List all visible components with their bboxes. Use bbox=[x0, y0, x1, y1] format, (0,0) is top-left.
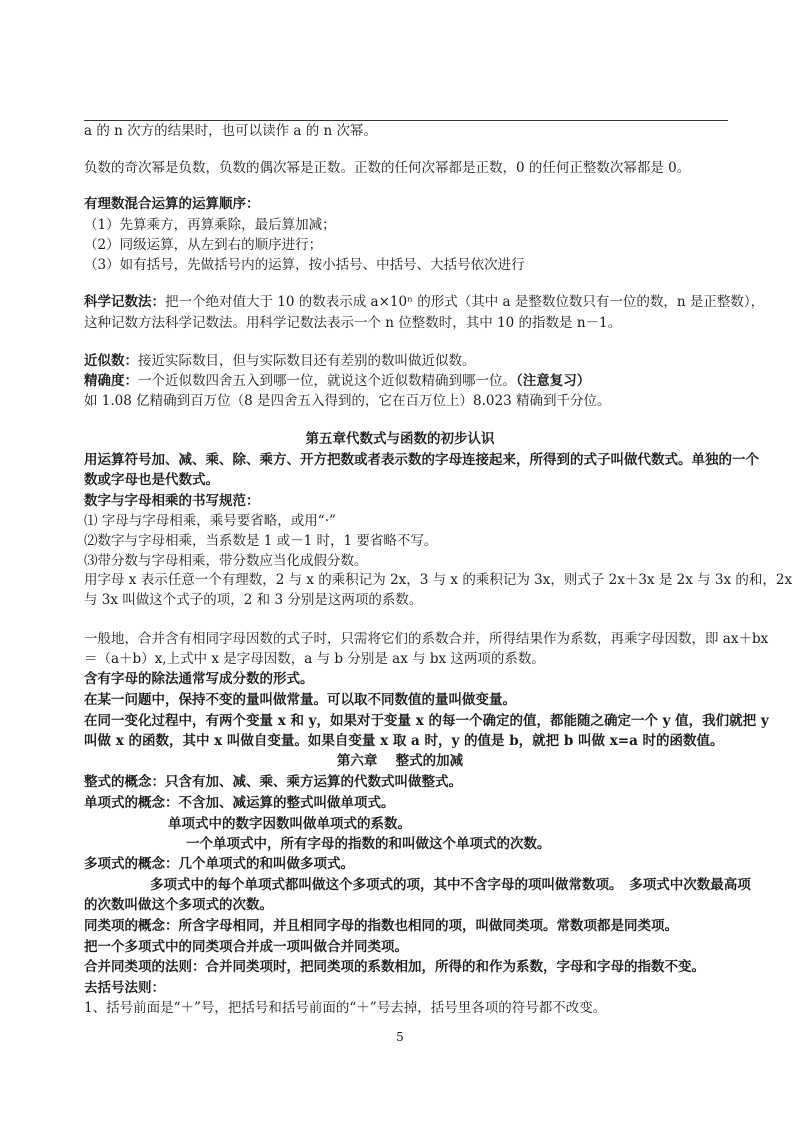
chapter-title: 第五章代数式与函数的初步认识 bbox=[305, 431, 495, 447]
text-line: 数或字母也是代数式。 bbox=[84, 472, 219, 488]
text-line: 在同一变化过程中，有两个变量 x 和 y，如果对于变量 x 的每一个确定的值，都能随之确定一个 y 值，我们就把 y bbox=[84, 713, 769, 729]
text-line: 整式的概念：只含有加、减、乘、乘方运算的代数式叫做整式。 bbox=[84, 774, 462, 790]
text-line: 同类项的概念：所含字母相同，并且相同字母的指数也相同的项，叫做同类项。常数项都是同类项。 bbox=[84, 918, 678, 934]
chapter-title: 第六章 整式的加减 bbox=[336, 753, 464, 769]
term-label: 近似数： bbox=[84, 353, 138, 369]
text-line: 这种记数方法科学记数法。用科学记数法表示一个 n 位整数时，其中 10 的指数是 n－1。 bbox=[84, 315, 622, 331]
text-line: 多项式中的每个单项式都叫做这个多项式的项，其中不含字母的项叫做常数项。 多项式中次数最高项 bbox=[150, 877, 751, 893]
list-item: （2）同级运算，从左到右的顺序进行； bbox=[84, 237, 323, 253]
text-line: 多项式的概念：几个单项式的和叫做多项式。 bbox=[84, 856, 354, 872]
text-line bbox=[84, 352, 476, 370]
text-line: 如 1.08 亿精确到百万位（8 是四舍五入得到的，它在百万位上）8.023 精确到千分位。 bbox=[84, 393, 611, 409]
term-label: 科学记数法： bbox=[84, 294, 165, 310]
section-heading: 去括号法则： bbox=[84, 980, 165, 996]
text-line: 单项式的概念：不含加、减运算的整式叫做单项式。 bbox=[84, 795, 395, 811]
list-item: ⑶带分数与字母相乘，带分数应当化成假分数。 bbox=[84, 553, 368, 569]
text-line: ＝（a＋b）x,上式中 x 是字母因数，a 与 b 分别是 ax 与 bx 这两项的系数。 bbox=[84, 651, 545, 667]
term-label: 精确度： bbox=[84, 373, 138, 389]
text-line: 在某一问题中，保持不变的量叫做常量。可以取不同数值的量叫做变量。 bbox=[84, 692, 516, 708]
section-heading: 数字与字母相乘的书写规范： bbox=[84, 493, 260, 509]
note: （注意复习） bbox=[516, 373, 591, 389]
text-line: 一般地，合并含有相同字母因数的式子时，只需将它们的系数合并，所得结果作为系数，再乘字母因数，即 ax＋bx bbox=[84, 631, 769, 647]
list-item: （1）先算乘方，再算乘除，最后算加减； bbox=[84, 217, 336, 233]
text-line: 一个单项式中，所有字母的指数的和叫做这个单项式的次数。 bbox=[186, 836, 551, 852]
term-definition: 把一个绝对值大于 10 的数表示成 a×10ⁿ 的形式（其中 a 是整数位数只有一位的数，n 是正整数）， bbox=[165, 294, 765, 310]
text-line: 含有字母的除法通常写成分数的形式。 bbox=[84, 671, 314, 687]
text-line: 把一个多项式中的同类项合并成一项叫做合并同类项。 bbox=[84, 939, 408, 955]
text-line: 用运算符号加、减、乘、除、乘方、开方把数或者表示数的字母连接起来，所得到的式子叫做代数式。单独的一个 bbox=[84, 452, 759, 468]
term-definition: 接近实际数目，但与实际数目还有差别的数叫做近似数。 bbox=[138, 353, 476, 369]
list-item: （3）如有括号，先做括号内的运算，按小括号、中括号、大括号依次进行 bbox=[84, 257, 525, 273]
text-line: 的次数叫做这个多项式的次数。 bbox=[84, 897, 273, 913]
list-item: ⑵数字与字母相乘，当系数是 1 或－1 时，1 要省略不写。 bbox=[84, 533, 438, 549]
page-number: 5 bbox=[396, 1030, 404, 1044]
text-line bbox=[84, 372, 590, 390]
text-line: 用字母 x 表示任意一个有理数，2 与 x 的乘积记为 2x，3 与 x 的乘积记为 3x，则式子 2x＋3x 是 2x 与 3x 的和，2x bbox=[84, 572, 793, 588]
section-heading: 有理数混合运算的运算顺序： bbox=[84, 196, 260, 212]
text-line bbox=[84, 293, 764, 311]
text-line: 负数的奇次幂是负数，负数的偶次幂是正数。正数的任何次幂都是正数，0 的任何正整数次幂都是 0。 bbox=[84, 160, 691, 176]
text-line: 与 3x 叫做这个式子的项，2 和 3 分别是这两项的系数。 bbox=[84, 592, 423, 608]
text-line: 单项式中的数字因数叫做单项式的系数。 bbox=[168, 816, 411, 832]
text-line: 合并同类项的法则：合并同类项时，把同类项的系数相加，所得的和作为系数，字母和字母的指数不变。 bbox=[84, 959, 705, 975]
term-definition: 一个近似数四舍五入到哪一位，就说这个近似数精确到哪一位。 bbox=[138, 373, 516, 389]
text-line: 叫做 x 的函数，其中 x 叫做自变量。如果自变量 x 取 a 时，y 的值是 b，就把 b 叫做 x=a 时的函数值。 bbox=[84, 733, 724, 749]
list-item: 1、括号前面是“＋”号，把括号和括号前面的“＋”号去掉，括号里各项的符号都不改变。 bbox=[84, 1000, 607, 1016]
list-item: ⑴ 字母与字母相乘，乘号要省略，或用“·” bbox=[84, 513, 336, 529]
header-rule bbox=[84, 120, 728, 121]
text-line: a 的 n 次方的结果时，也可以读作 a 的 n 次幂。 bbox=[84, 123, 378, 139]
